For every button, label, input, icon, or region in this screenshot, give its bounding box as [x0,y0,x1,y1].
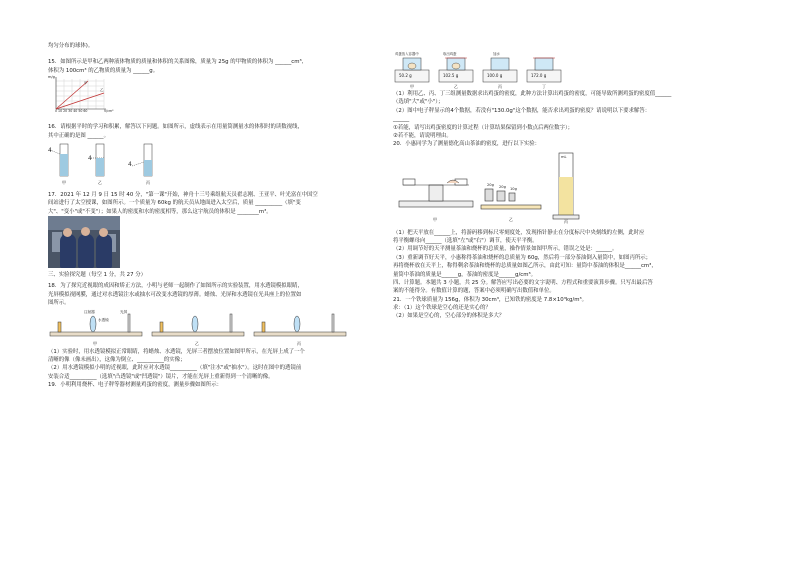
section-3-heading: 三、实验探究题（每空 1 分，共 27 分） [48,272,147,278]
balance-figure [393,149,748,229]
q20-part2: （2）用调节好的天平测量茶油和烧杯的总质量，操作情景如图甲所示，错误之处是：______。 [393,246,618,253]
tag-screen: 光屏 [120,309,128,314]
scale-label-jia: 甲 [410,84,414,89]
graph-x-label: V/cm³ [104,109,114,114]
svg-text:4: 4 [128,160,132,168]
q18-part2-line-1: （2）用水透镜模拟小明的近视眼，此时应对水透镜__________（填"注水"或"抽水"）。这时在图中的透镜前 [48,365,302,372]
q21-line-2: 求：（1）这个铁球是空心的还是实心的？ [393,305,491,311]
svg-text:乙: 乙 [100,88,104,93]
q20-part1-line-2: 将平衡螺母向______（选填"左"或"右"）调节，使天平平衡。 [393,238,538,244]
scale-label-ding: 丁 [542,84,546,89]
q19-part2-line-1: （2）图中电子秤显示的4个数据，若没有"130.0g"这个数据，能否求出鸡蛋的密度？请说明以下要求解答： [393,107,651,114]
bench-label-yi: 乙 [195,340,199,346]
section-4-line-1: 四、计算题。本题共 3 小题，共 25 分。解答应写出必要的文字说明、方程式和重要演算步骤。只写出最后答 [393,279,653,286]
q15-line-2: 体积为 100cm³ 的乙物质的质量为 ______g。 [48,67,159,74]
tag-syringe: 注射器 [84,309,95,314]
cylinder-label-bing: 丙 [146,179,150,185]
section-4-line-2: 案的不能得分。有数值计算的题，答案中必须明确写出数值和单位。 [393,288,555,295]
q15-line-1: 15．如图所示是甲和乙两种液体物质的质量和体积的关系图像，质量为 25g 的甲物质的体积为 ______cm³, [48,59,304,66]
q18-line-3: 图所示。 [48,300,70,307]
optical-bench-figure [48,308,403,348]
mass-volume-graph [48,75,403,115]
right-column [393,52,748,321]
graph-y-label: m/g [48,75,55,80]
cylinder-label-jia: 甲 [62,179,66,185]
cylinder-label-yi: 乙 [98,179,102,185]
svg-text:4: 4 [88,154,92,162]
q21-line-3: （2）如果是空心的，空心部分的体积是多大？ [393,313,505,320]
balance-label-bing: 丙 [564,218,568,224]
scale-label-yi: 乙 [454,84,458,89]
q20-part3-line-2: 再将烧杯放在天平上，称得剩余茶油和烧杯的总质量如图乙所示，由此可知：量筒中茶油的体积是______cm³， [393,263,657,270]
q18-line-1: 18．为了探究近视眼的成因和矫正方法，小明与老师一起制作了如图所示的实验装置，用水透镜模拟眼睛， [48,283,303,290]
q20-line-1: 20．小惠同学为了测量德化高山茶油的密度，进行以下实验： [393,141,541,148]
reading-bing: 100.0 g [487,73,503,78]
tag-water-lens: 水透镜 [98,317,109,322]
q19-part1-line-1: （1）利用乙、丙、丁三组测量数据求出鸡蛋的密度，此种方法计算出鸡蛋的密度，可能导致所测鸡蛋的密度值______ [393,91,672,97]
q16-line-1: 16．请根据平时的学习和积累，解答以下问题。如图所示，虚线表示在用量筒测量水的体积时的读数视线， [48,124,303,131]
bench-label-jia: 甲 [93,340,97,346]
q18-part2-line-2: 安装合适__________（选填"凸透镜"或"凹透镜"）镜片，才能在光屏上重新得到一个清晰的像。 [48,373,274,380]
svg-text:甲: 甲 [84,81,88,86]
tag-egg-in: 鸡蛋放入容器中 [395,52,419,56]
q17-line-1: 17．2021 年 12 月 9 日 15 时 40 分，"第一课"开始，神舟十三号乘组航天员翟志刚、王亚平、叶光富在中国空 [48,191,318,198]
weight-20g-b: 20g [499,184,506,189]
weight-20g-a: 20g [487,182,494,187]
q17-line-3: 大"、"变小"或"不变"）；如果人的密度和水的密度相等，那么这宇航员的体积是 ________m³。 [48,208,272,215]
q20-part3-line-3: 量筒中茶油的质量是______g，茶油的密度是______g/cm³。 [393,271,537,278]
q19-option-1: ①若能，请写出鸡蛋密度的计算过程（计算结果保留到小数点后两位数字）； [393,124,574,131]
graduated-cylinders-figure [48,140,403,188]
q19-option-2: ②若不能，请说明理由。 [393,132,452,139]
reading-jia: 50.2 g [399,73,412,78]
q20-part1-line-1: （1）把天平放在______上，将游码移到标尺零刻度处，发现指针静止在分度标尺中央刻线的左侧，此时应 [393,229,645,236]
graph-x-ticks: 0 10 20 30 40 50 60 [55,109,88,114]
q18-part1-line-1: （1）实验时，用水透镜模拟正常眼睛，将蜡烛、水透镜，光屏三者摆放位置如图甲所示，在光屏上成了一个 [48,348,305,355]
egg-scale-figure [393,52,748,90]
tag-add-water: 加水 [493,52,500,56]
cylinder-unit: mL [561,154,567,159]
balance-label-jia: 甲 [433,216,437,222]
q20-part3-line-1: （3）重新调节好天平，小惠称得茶油和烧杯的总质量为 60g，然后将一部分茶油倒入量筒中，如图丙所示； [393,254,652,261]
svg-text:4: 4 [48,146,52,154]
tag-egg-out: 取出鸡蛋 [443,52,457,56]
bench-label-bing: 丙 [297,340,301,346]
reading-ding: 172.0 g [531,73,547,78]
balance-label-yi: 乙 [509,216,513,222]
continued-text: 均匀分布的球体)。 [48,43,94,49]
q18-part1-line-2: 清晰的像（像未画出），这像为倒立、__________的实像； [48,356,186,363]
reading-yi: 102.5 g [443,73,459,78]
q18-line-2: 光屏模拟视网膜，通过对水透镜注水或抽水可改变水透镜的厚薄。蜡烛、光屏和水透镜在光具座上的位置如 [48,291,302,298]
q17-line-2: 间站进行了太空授课，如图所示。一个质量为 60kg 的航天员从地面进入太空后，质量 __________（填"变 [48,200,301,207]
scale-label-bing: 丙 [498,84,502,89]
q19-line-1: 19．小明利用烧杯、电子秤等器材测量鸡蛋的密度，测量步骤如图所示： [48,382,222,388]
q21-line-1: 21．一个铁球质量为 156g，体积为 30cm³，已知铁的密度是 7.8×10³kg/m³。 [393,296,588,303]
weight-10g: 10g [510,186,517,191]
q19-part2-line-2: ______ [393,116,410,123]
astronauts-photo [48,216,120,268]
left-column [48,42,403,389]
q16-line-2: 其中正确的是图 ______。 [48,132,110,139]
q19-part1-line-2: （选填"大"或"小"）； [393,99,444,106]
